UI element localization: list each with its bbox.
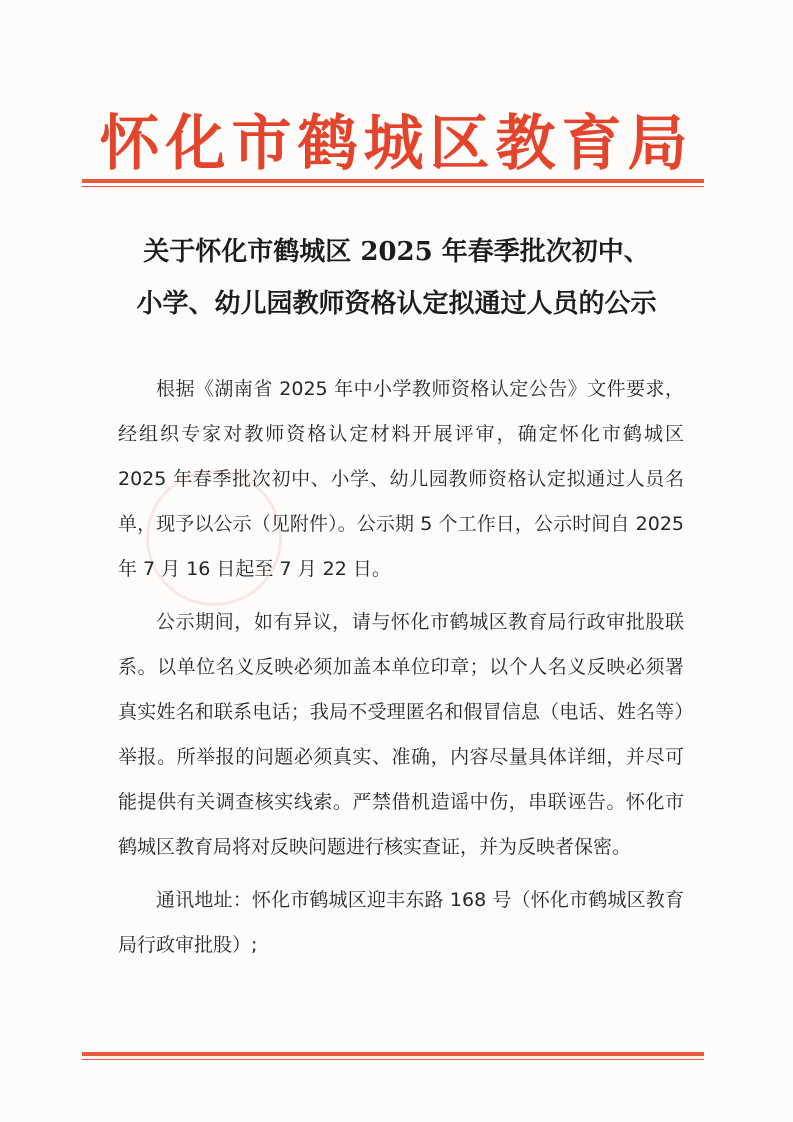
document-title-line-1: 关于怀化市鹤城区 2025 年春季批次初中、 (143, 237, 650, 267)
letterhead-org-name: 怀化市鹤城区教育局 (99, 109, 694, 179)
document-title (0, 226, 793, 330)
document-body (118, 367, 684, 976)
body-paragraph: 通讯地址：怀化市鹤城区迎丰东路 168 号（怀化市鹤城区教育局行政审批股）; (118, 889, 684, 956)
body-paragraph: 公示期间，如有异议，请与怀化市鹤城区教育局行政审批股联系。以单位名义反映必须加盖本单位印章；以个人名义反映必须署真实姓名和联系电话；我局不受理匿名和假冒信息（电话、姓名等）举报。所举报的问题必须真实、准确，内容尽量具体详细，并尽可能提供有关调查核实线索。严禁借机造谣中伤，串联诬告。怀化市鹤城区教育局将对反映问题进行核实查证，并为反映者保密。 (118, 611, 684, 858)
body-paragraph: 根据《湖南省 2025 年中小学教师资格认定公告》文件要求，经组织专家对教师资格认定材料开展评审，确定怀化市鹤城区 2025 年春季批次初中、小学、幼儿园教师资格认定拟通过人员名单，现予以公示（见附件）。公示期 5 个工作日，公示时间自 2025 年 7 月 16 日起至 7 月 22 日。 (118, 378, 684, 580)
document-title-line-2: 小学、幼儿园教师资格认定拟通过人员的公示 (136, 289, 657, 319)
